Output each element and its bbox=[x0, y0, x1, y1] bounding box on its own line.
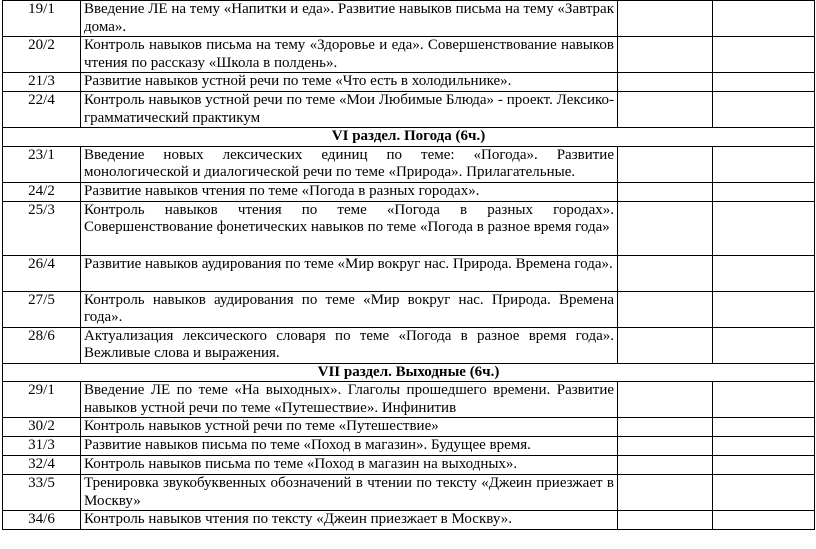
section-row bbox=[3, 363, 815, 382]
lesson-cell-empty bbox=[713, 456, 815, 475]
lesson-cell-empty bbox=[713, 92, 815, 128]
lesson-number: 30/2 bbox=[3, 418, 81, 437]
lesson-cell-empty bbox=[713, 201, 815, 255]
table-row bbox=[3, 255, 815, 291]
table-row bbox=[3, 456, 815, 475]
lesson-topic: Развитие навыков устной речи по теме «Что есть в холодильнике». bbox=[81, 73, 618, 92]
table-row bbox=[3, 73, 815, 92]
lesson-topic: Контроль навыков чтения по теме «Погода в разных городах». Совершенствование фонетических навыков по теме «Погода в разное время года» bbox=[81, 201, 618, 255]
lesson-cell-empty bbox=[618, 327, 713, 363]
lesson-cell-empty bbox=[618, 73, 713, 92]
lesson-number: 34/6 bbox=[3, 511, 81, 530]
table-row bbox=[3, 382, 815, 418]
lesson-cell-empty bbox=[713, 327, 815, 363]
lesson-cell-empty bbox=[618, 201, 713, 255]
table-row bbox=[3, 511, 815, 530]
lesson-number: 21/3 bbox=[3, 73, 81, 92]
lesson-number: 25/3 bbox=[3, 201, 81, 255]
lesson-cell-empty bbox=[618, 146, 713, 182]
lesson-cell-empty bbox=[618, 456, 713, 475]
table-row bbox=[3, 437, 815, 456]
lesson-number: 31/3 bbox=[3, 437, 81, 456]
lesson-topic: Контроль навыков письма на тему «Здоровье и еда». Совершенствование навыков чтения по рассказу «Школа в полдень». bbox=[81, 37, 618, 73]
lesson-cell-empty bbox=[618, 437, 713, 456]
lesson-cell-empty bbox=[618, 255, 713, 291]
table-row bbox=[3, 182, 815, 201]
lesson-number: 26/4 bbox=[3, 255, 81, 291]
lesson-number: 23/1 bbox=[3, 146, 81, 182]
lesson-topic: Актуализация лексического словаря по теме «Погода в разное время года». Вежливые слова и выражения. bbox=[81, 327, 618, 363]
lesson-number: 19/1 bbox=[3, 1, 81, 37]
lesson-cell-empty bbox=[618, 182, 713, 201]
lesson-cell-empty bbox=[713, 37, 815, 73]
lesson-cell-empty bbox=[618, 1, 713, 37]
lesson-topic: Введение ЛЕ по теме «На выходных». Глаголы прошедшего времени. Развитие навыков устной речи по теме «Путешествие». Инфинитив bbox=[81, 382, 618, 418]
lesson-number: 20/2 bbox=[3, 37, 81, 73]
lesson-topic: Контроль навыков устной речи по теме «Мои Любимые Блюда» - проект. Лексико-грамматический практикум bbox=[81, 92, 618, 128]
section-heading: VII раздел. Выходные (6ч.) bbox=[3, 363, 815, 382]
lesson-number: 22/4 bbox=[3, 92, 81, 128]
lesson-plan-document bbox=[2, 0, 814, 530]
lesson-cell-empty bbox=[713, 73, 815, 92]
lesson-cell-empty bbox=[713, 418, 815, 437]
lesson-cell-empty bbox=[713, 511, 815, 530]
table-row bbox=[3, 418, 815, 437]
lesson-number: 32/4 bbox=[3, 456, 81, 475]
lesson-number: 29/1 bbox=[3, 382, 81, 418]
lesson-topic: Тренировка звукобуквенных обозначений в чтении по тексту «Джеин приезжает в Москву» bbox=[81, 475, 618, 511]
lesson-cell-empty bbox=[713, 146, 815, 182]
table-row bbox=[3, 327, 815, 363]
table-row bbox=[3, 291, 815, 327]
lesson-topic: Контроль навыков устной речи по теме «Путешествие» bbox=[81, 418, 618, 437]
lesson-plan-body bbox=[3, 1, 815, 530]
lesson-cell-empty bbox=[618, 92, 713, 128]
table-row bbox=[3, 201, 815, 255]
lesson-topic: Развитие навыков чтения по теме «Погода в разных городах». bbox=[81, 182, 618, 201]
lesson-topic: Контроль навыков чтения по тексту «Джеин приезжает в Москву». bbox=[81, 511, 618, 530]
lesson-cell-empty bbox=[713, 1, 815, 37]
table-row bbox=[3, 37, 815, 73]
table-row bbox=[3, 475, 815, 511]
lesson-cell-empty bbox=[713, 382, 815, 418]
lesson-cell-empty bbox=[618, 418, 713, 437]
lesson-topic: Введение новых лексических единиц по теме: «Погода». Развитие монологической и диалогической речи по теме «Природа». Прилагательные. bbox=[81, 146, 618, 182]
lesson-number: 24/2 bbox=[3, 182, 81, 201]
lesson-topic: Контроль навыков письма по теме «Поход в магазин на выходных». bbox=[81, 456, 618, 475]
lesson-cell-empty bbox=[713, 255, 815, 291]
section-heading: VI раздел. Погода (6ч.) bbox=[3, 128, 815, 147]
lesson-number: 27/5 bbox=[3, 291, 81, 327]
table-row bbox=[3, 1, 815, 37]
lesson-cell-empty bbox=[713, 475, 815, 511]
lesson-topic: Развитие навыков аудирования по теме «Мир вокруг нас. Природа. Времена года». bbox=[81, 255, 618, 291]
lesson-topic: Развитие навыков письма по теме «Поход в магазин». Будущее время. bbox=[81, 437, 618, 456]
lesson-plan-table bbox=[2, 0, 815, 530]
lesson-cell-empty bbox=[618, 37, 713, 73]
lesson-number: 33/5 bbox=[3, 475, 81, 511]
table-row bbox=[3, 92, 815, 128]
lesson-cell-empty bbox=[713, 291, 815, 327]
table-row bbox=[3, 146, 815, 182]
lesson-cell-empty bbox=[713, 182, 815, 201]
lesson-cell-empty bbox=[713, 437, 815, 456]
lesson-number: 28/6 bbox=[3, 327, 81, 363]
section-row bbox=[3, 128, 815, 147]
lesson-cell-empty bbox=[618, 511, 713, 530]
lesson-topic: Контроль навыков аудирования по теме «Мир вокруг нас. Природа. Времена года». bbox=[81, 291, 618, 327]
lesson-topic: Введение ЛЕ на тему «Напитки и еда». Развитие навыков письма на тему «Завтрак дома». bbox=[81, 1, 618, 37]
lesson-cell-empty bbox=[618, 291, 713, 327]
lesson-cell-empty bbox=[618, 382, 713, 418]
lesson-cell-empty bbox=[618, 475, 713, 511]
